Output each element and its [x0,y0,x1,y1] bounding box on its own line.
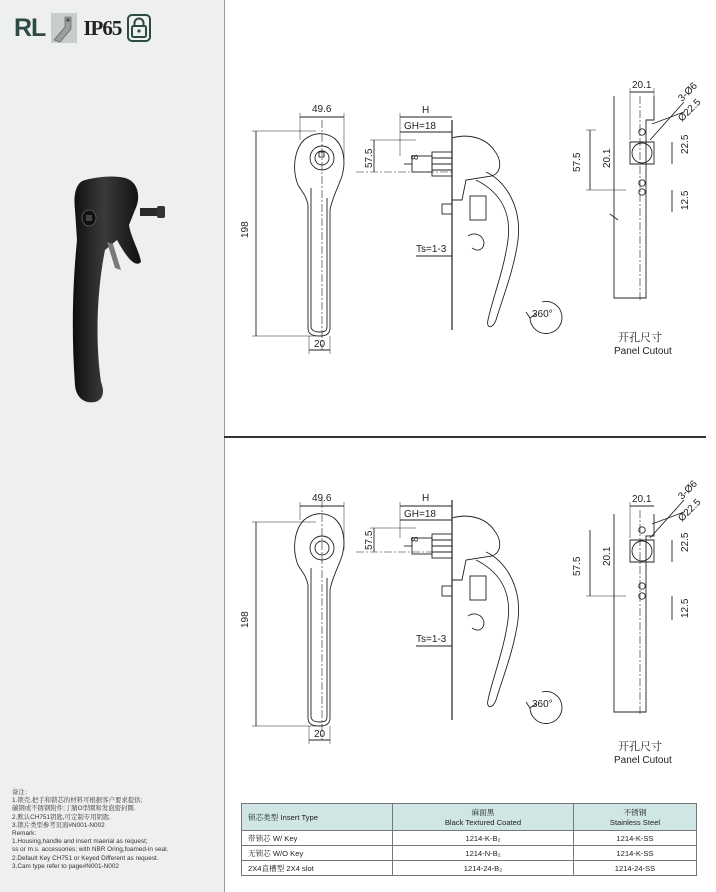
note-line: 3.Cam type refer to page#N001-N002 [12,862,119,870]
cell-black: 1214-N-B₂ [393,846,574,861]
dim-key-width: 8 [410,536,421,542]
cell-stainless: 1214-24-SS [573,861,696,876]
cutout-title-cn: 开孔尺寸 [618,740,662,753]
rotation-label: 360° [532,699,553,710]
cell-type: 无锁芯 W/O Key [242,846,393,861]
dim-57-5: 57.5 [572,152,583,172]
dim-cutout-height: 20.1 [602,546,613,566]
dim-side-h: H [422,493,430,504]
cutout-title-en: Panel Cutout [614,755,672,766]
table-row [242,861,697,876]
header-stainless-cn: 不锈钢 [623,808,647,817]
cell-black: 1214-K-B₂ [393,831,574,846]
dim-handle-width: 20 [314,339,326,350]
dim-center: 57.5 [364,530,375,550]
dim-center: 57.5 [364,148,375,168]
dim-front-width: 49.6 [312,493,332,504]
sidebar [0,0,224,892]
dim-cutout-height: 20.1 [602,148,613,168]
header-black [393,804,574,831]
dim-height-total: 198 [240,611,251,628]
dim-front-width: 49.6 [312,104,332,115]
dim-57-5: 57.5 [572,556,583,576]
dim-circle: Ø22.5 [676,97,704,125]
note-line: 2.Default Key CH751 or Keyed Different as request. [12,854,159,862]
cutout-title-cn: 开孔尺寸 [618,331,662,344]
header-stainless-en: Stainless Steel [609,818,661,827]
cell-stainless: 1214-K-SS [573,831,696,846]
header-insert-type: 锁芯类型 Insert Type [242,804,393,831]
header-black-cn: 麻面黑 [471,808,495,817]
cell-stainless: 1214-K-SS [573,846,696,861]
dim-22-5: 22.5 [680,134,691,154]
technical-drawing-2 [226,400,706,800]
cell-type: 2X4直槽型 2X4 slot [242,861,393,876]
cell-black: 1214-24-B₂ [393,861,574,876]
dim-22-5: 22.5 [680,532,691,552]
note-line: 2.默认CH751钥匙,可定制专用钥匙. [12,813,112,821]
material-icon [51,13,77,43]
rotation-label: 360° [532,309,553,320]
dim-handle-width: 20 [314,729,326,740]
dim-cutout-width: 20.1 [632,80,652,91]
dim-gh: GH=18 [404,121,436,132]
note-line: 1.Housing,handle and insert maerial as request; [12,838,148,846]
dim-ts: Ts=1-3 [416,244,447,255]
dim-12-5: 12.5 [680,598,691,618]
note-line: 3.锁片类型参考页面#N001-N002 [12,821,105,829]
dim-gh: GH=18 [404,509,436,520]
dim-height-total: 198 [240,221,251,238]
note-line: 1.锁壳,把手和锁芯的材料可根据客户要求提供; [12,797,143,805]
brand-code: RL [14,13,46,42]
technical-drawing-1 [226,0,706,436]
note-line: 备注： [12,789,32,796]
note-line: ss or m.s. accessories; with NBR Oring,foamed-in seal. [12,846,169,854]
dim-cutout-width: 20.1 [632,494,652,505]
cell-type: 带锁芯 W/ Key [242,831,393,846]
cutout-title-en: Panel Cutout [614,346,672,357]
product-photo [55,170,175,410]
dim-circle: Ø22.5 [676,497,704,525]
padlock-icon [127,14,151,42]
dim-ts: Ts=1-3 [416,634,447,645]
table-header-row [242,804,697,831]
dim-side-h: H [422,105,430,116]
sidebar-divider [224,0,225,892]
note-line: Remark: [12,830,37,838]
dim-holes: 3-Ø6 [676,80,700,105]
header-stainless [573,804,696,831]
table-row [242,831,697,846]
note-line: 碳钢或不锈钢附件;丁腈O型圈和发泡密封圈. [12,805,136,813]
spec-table [241,803,697,876]
notes [12,789,212,871]
ip-rating-icon: IP65 [83,15,122,40]
table-row [242,846,697,861]
dim-key-width: 8 [410,154,421,160]
header-icons [14,13,151,43]
dim-holes: 3-Ø6 [676,478,700,503]
header-black-en: Black Textured Coated [444,818,522,827]
dim-12-5: 12.5 [680,190,691,210]
